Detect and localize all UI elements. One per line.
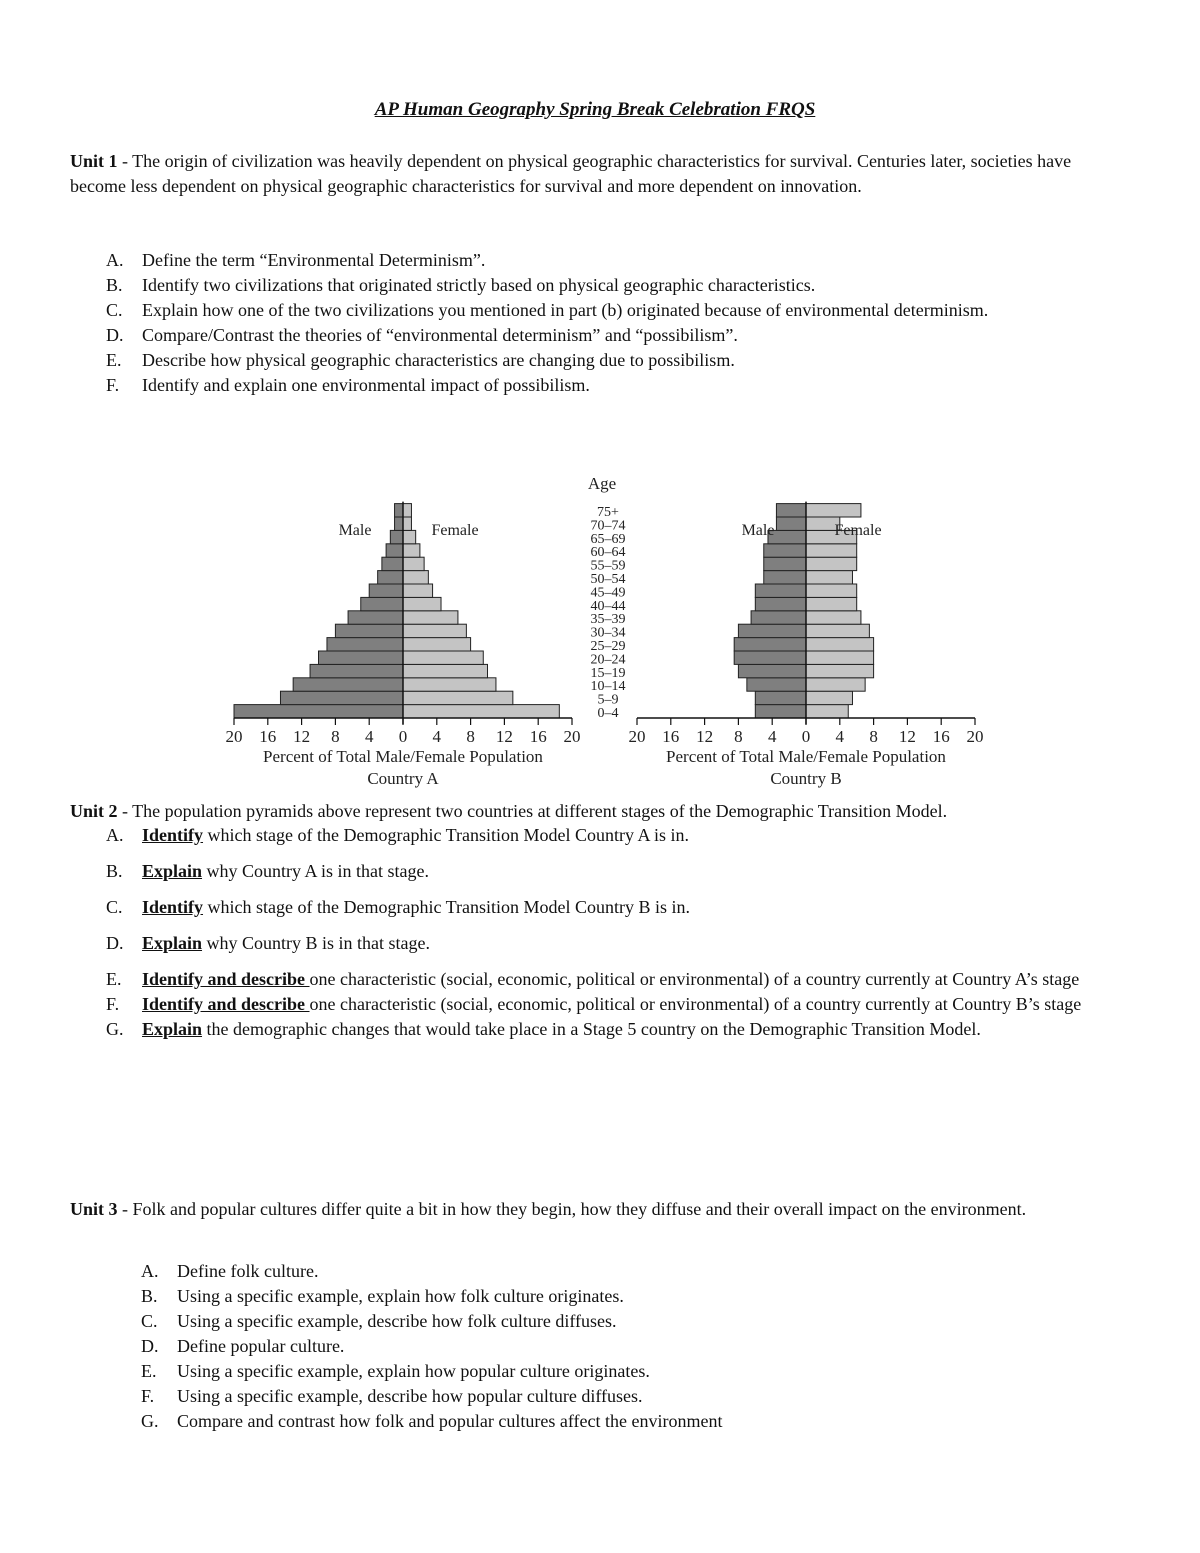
male-bar bbox=[390, 530, 403, 543]
female-bar bbox=[403, 517, 411, 530]
female-label: Female bbox=[431, 522, 479, 539]
item-letter: G. bbox=[141, 1411, 159, 1431]
female-bar bbox=[403, 624, 466, 637]
male-bar bbox=[738, 664, 806, 677]
x-axis-label: Percent of Total Male/Female Population bbox=[263, 747, 543, 766]
item-letter: F. bbox=[141, 1386, 155, 1406]
female-bar bbox=[403, 664, 488, 677]
unit2-label: Unit 2 bbox=[70, 801, 118, 821]
x-tick-label: 8 bbox=[331, 727, 340, 746]
item-text: Define the term “Environmental Determinism”. bbox=[142, 250, 486, 270]
item-text: one characteristic (social, economic, political or environmental) of a country currently at Country B’s stage bbox=[309, 994, 1082, 1014]
item-text: Identify and explain one environmental impact of possibilism. bbox=[142, 375, 590, 395]
item-letter: A. bbox=[141, 1261, 159, 1281]
item-letter: E. bbox=[106, 969, 122, 989]
unit2-prompt bbox=[70, 799, 1130, 824]
unit1-question-list bbox=[106, 248, 1082, 398]
unit3-item-b bbox=[141, 1284, 1077, 1309]
male-label: Male bbox=[338, 522, 372, 539]
item-letter: F. bbox=[106, 375, 120, 395]
x-tick-label: 12 bbox=[495, 727, 513, 746]
item-letter: F. bbox=[106, 994, 120, 1014]
unit2-item-a bbox=[106, 823, 1132, 848]
female-bar bbox=[806, 678, 865, 691]
x-tick-label: 4 bbox=[767, 727, 777, 746]
male-bar bbox=[319, 651, 404, 664]
item-text: Compare and contrast how folk and popular cultures affect the environment bbox=[177, 1411, 723, 1431]
female-bar bbox=[806, 651, 874, 664]
x-tick-label: 20 bbox=[225, 727, 243, 746]
item-keyword: Explain bbox=[142, 861, 203, 881]
female-bar bbox=[806, 571, 852, 584]
female-bar bbox=[403, 678, 496, 691]
male-bar bbox=[386, 544, 403, 557]
age-axis-label: Age bbox=[587, 474, 617, 493]
item-letter: D. bbox=[106, 933, 124, 953]
x-tick-label: 8 bbox=[734, 727, 743, 746]
x-tick-label: 20 bbox=[966, 727, 984, 746]
item-letter: C. bbox=[106, 897, 123, 917]
female-bar bbox=[403, 651, 483, 664]
population-pyramids-figure bbox=[210, 468, 1000, 793]
unit1-item-f bbox=[106, 373, 1082, 398]
female-bar bbox=[403, 504, 411, 517]
age-group-label: 25–29 bbox=[590, 639, 626, 654]
item-text: why Country B is in that stage. bbox=[202, 933, 431, 953]
male-bar bbox=[348, 611, 403, 624]
unit2-item-c bbox=[106, 895, 1132, 920]
item-letter: E. bbox=[106, 350, 122, 370]
age-group-label: 65–69 bbox=[590, 531, 626, 547]
x-tick-label: 12 bbox=[293, 727, 311, 746]
male-bar bbox=[382, 557, 403, 570]
unit3-item-f bbox=[141, 1384, 1077, 1409]
unit3-question-list bbox=[141, 1259, 1077, 1434]
age-group-label: 55–59 bbox=[590, 558, 626, 574]
item-keyword: Identify and describe bbox=[142, 994, 310, 1014]
male-bar bbox=[395, 504, 403, 517]
item-keyword: Identify and describe bbox=[142, 969, 310, 989]
age-group-label: 35–39 bbox=[590, 612, 626, 628]
age-group-label: 45–49 bbox=[590, 585, 626, 601]
male-bar bbox=[755, 597, 806, 610]
male-bar bbox=[764, 557, 806, 570]
item-letter: B. bbox=[106, 275, 123, 295]
age-group-label: 15–19 bbox=[590, 665, 626, 681]
male-bar bbox=[310, 664, 403, 677]
male-bar bbox=[378, 571, 403, 584]
unit3-prompt-text: - Folk and popular cultures differ quite a bit in how they begin, how they diffuse and their overall impact on the environment. bbox=[117, 1199, 1027, 1219]
x-tick-label: 4 bbox=[364, 727, 374, 746]
item-text: which stage of the Demographic Transition Model Country B is in. bbox=[203, 897, 690, 917]
female-bar bbox=[806, 624, 869, 637]
male-bar bbox=[335, 624, 403, 637]
male-bar bbox=[755, 705, 806, 718]
male-bar bbox=[755, 584, 806, 597]
unit1-item-a bbox=[106, 248, 1082, 273]
unit3-item-e bbox=[141, 1359, 1077, 1384]
female-bar bbox=[806, 691, 852, 704]
item-letter: A. bbox=[106, 825, 124, 845]
male-bar bbox=[751, 611, 806, 624]
unit1-item-c bbox=[106, 298, 1082, 323]
female-bar bbox=[403, 530, 416, 543]
female-bar bbox=[806, 664, 874, 677]
age-group-label: 75+ bbox=[597, 505, 619, 520]
male-bar bbox=[747, 678, 806, 691]
male-bar bbox=[764, 571, 806, 584]
female-bar bbox=[403, 557, 424, 570]
female-bar bbox=[806, 611, 861, 624]
age-group-label: 70–74 bbox=[590, 518, 626, 534]
unit3-item-g bbox=[141, 1409, 1077, 1434]
unit3-item-d bbox=[141, 1334, 1077, 1359]
item-text: Define folk culture. bbox=[177, 1261, 319, 1281]
female-bar bbox=[403, 597, 441, 610]
female-bar bbox=[403, 638, 471, 651]
x-tick-label: 8 bbox=[466, 727, 475, 746]
unit2-item-d bbox=[106, 931, 1132, 956]
unit2-item-b bbox=[106, 859, 1132, 884]
item-letter: D. bbox=[106, 325, 124, 345]
unit2-item-g bbox=[106, 1017, 1132, 1042]
unit3-item-c bbox=[141, 1309, 1077, 1334]
male-bar bbox=[764, 544, 806, 557]
age-group-label: 60–64 bbox=[590, 545, 626, 561]
x-tick-label: 12 bbox=[898, 727, 916, 746]
age-group-label: 40–44 bbox=[590, 598, 626, 614]
item-text: Describe how physical geographic characteristics are changing due to possibilism. bbox=[142, 350, 735, 370]
male-bar bbox=[234, 705, 403, 718]
unit1-item-e bbox=[106, 348, 1082, 373]
unit3-item-a bbox=[141, 1259, 1077, 1284]
unit2-item-f bbox=[106, 992, 1132, 1017]
item-letter: G. bbox=[106, 1019, 124, 1039]
x-tick-label: 0 bbox=[398, 727, 408, 746]
unit1-item-d bbox=[106, 323, 1082, 348]
item-text: Compare/Contrast the theories of “environmental determinism” and “possibilism”. bbox=[142, 325, 738, 345]
x-tick-label: 16 bbox=[662, 727, 680, 746]
male-bar bbox=[395, 517, 403, 530]
x-tick-label: 4 bbox=[432, 727, 442, 746]
male-bar bbox=[280, 691, 403, 704]
age-group-label: 30–34 bbox=[590, 625, 626, 641]
unit1-item-b bbox=[106, 273, 1082, 298]
item-text: one characteristic (social, economic, political or environmental) of a country currently at Country A’s stage bbox=[309, 969, 1080, 989]
male-bar bbox=[361, 597, 403, 610]
item-keyword: Identify bbox=[142, 897, 204, 917]
female-bar bbox=[806, 597, 857, 610]
item-text: Define popular culture. bbox=[177, 1336, 345, 1356]
item-text: the demographic changes that would take place in a Stage 5 country on the Demographic Transition Model. bbox=[202, 1019, 981, 1039]
item-letter: B. bbox=[141, 1286, 158, 1306]
unit3-prompt bbox=[70, 1197, 1130, 1222]
female-bar bbox=[806, 557, 857, 570]
item-text: Using a specific example, describe how popular culture diffuses. bbox=[177, 1386, 643, 1406]
x-axis-label: Percent of Total Male/Female Population bbox=[666, 747, 946, 766]
female-bar bbox=[806, 638, 874, 651]
age-group-label: 5–9 bbox=[597, 692, 619, 708]
age-group-label: 10–14 bbox=[590, 679, 626, 695]
item-letter: B. bbox=[106, 861, 123, 881]
x-tick-label: 4 bbox=[835, 727, 845, 746]
item-letter: C. bbox=[106, 300, 123, 320]
item-text: Using a specific example, describe how folk culture diffuses. bbox=[177, 1311, 617, 1331]
country-label: Country A bbox=[367, 769, 439, 788]
female-bar bbox=[806, 544, 857, 557]
male-label: Male bbox=[741, 522, 775, 539]
x-tick-label: 16 bbox=[259, 727, 277, 746]
item-keyword: Identify bbox=[142, 825, 204, 845]
item-letter: E. bbox=[141, 1361, 157, 1381]
x-tick-label: 16 bbox=[529, 727, 547, 746]
x-tick-label: 0 bbox=[801, 727, 811, 746]
item-letter: D. bbox=[141, 1336, 159, 1356]
unit1-label: Unit 1 bbox=[70, 151, 118, 171]
male-bar bbox=[738, 624, 806, 637]
age-group-label: 0–4 bbox=[597, 706, 619, 721]
item-keyword: Explain bbox=[142, 933, 203, 953]
male-bar bbox=[755, 691, 806, 704]
female-label: Female bbox=[834, 522, 882, 539]
page-title: AP Human Geography Spring Break Celebration FRQS bbox=[374, 99, 816, 120]
x-tick-label: 8 bbox=[869, 727, 878, 746]
male-bar bbox=[734, 638, 806, 651]
x-tick-label: 20 bbox=[628, 727, 646, 746]
unit2-prompt-text: - The population pyramids above represent two countries at different stages of the Demographic Transition Model. bbox=[117, 801, 948, 821]
male-bar bbox=[327, 638, 403, 651]
male-bar bbox=[776, 517, 806, 530]
x-tick-label: 16 bbox=[932, 727, 950, 746]
item-text: which stage of the Demographic Transition Model Country A is in. bbox=[203, 825, 689, 845]
female-bar bbox=[403, 691, 513, 704]
x-tick-label: 20 bbox=[563, 727, 581, 746]
unit1-prompt bbox=[70, 149, 1130, 199]
unit3-label: Unit 3 bbox=[70, 1199, 118, 1219]
item-text: Identify two civilizations that originated strictly based on physical geographic characteristics. bbox=[142, 275, 816, 295]
item-text: Using a specific example, explain how popular culture originates. bbox=[177, 1361, 650, 1381]
unit2-question-list bbox=[106, 823, 1132, 1042]
female-bar bbox=[806, 584, 857, 597]
country-label: Country B bbox=[770, 769, 842, 788]
female-bar bbox=[403, 611, 458, 624]
age-group-label: 20–24 bbox=[590, 652, 626, 668]
unit2-item-e bbox=[106, 967, 1132, 992]
male-bar bbox=[369, 584, 403, 597]
item-text: Explain how one of the two civilizations you mentioned in part (b) originated because of environmental determinism. bbox=[142, 300, 989, 320]
female-bar bbox=[806, 705, 848, 718]
age-group-label: 50–54 bbox=[590, 572, 626, 587]
unit1-prompt-text: - The origin of civilization was heavily dependent on physical geographic characteristics for survival. Centuries later, societies have become less dependent on physical geographic characteristics for survival and more dependent on innovation. bbox=[70, 151, 1072, 196]
male-bar bbox=[293, 678, 403, 691]
item-letter: C. bbox=[141, 1311, 158, 1331]
female-bar bbox=[403, 571, 428, 584]
female-bar bbox=[403, 705, 559, 718]
female-bar bbox=[403, 544, 420, 557]
item-text: why Country A is in that stage. bbox=[202, 861, 430, 881]
item-text: Using a specific example, explain how folk culture originates. bbox=[177, 1286, 624, 1306]
female-bar bbox=[403, 584, 433, 597]
x-tick-label: 12 bbox=[696, 727, 714, 746]
item-keyword: Explain bbox=[142, 1019, 203, 1039]
item-letter: A. bbox=[106, 250, 124, 270]
female-bar bbox=[806, 504, 861, 517]
male-bar bbox=[776, 504, 806, 517]
male-bar bbox=[734, 651, 806, 664]
